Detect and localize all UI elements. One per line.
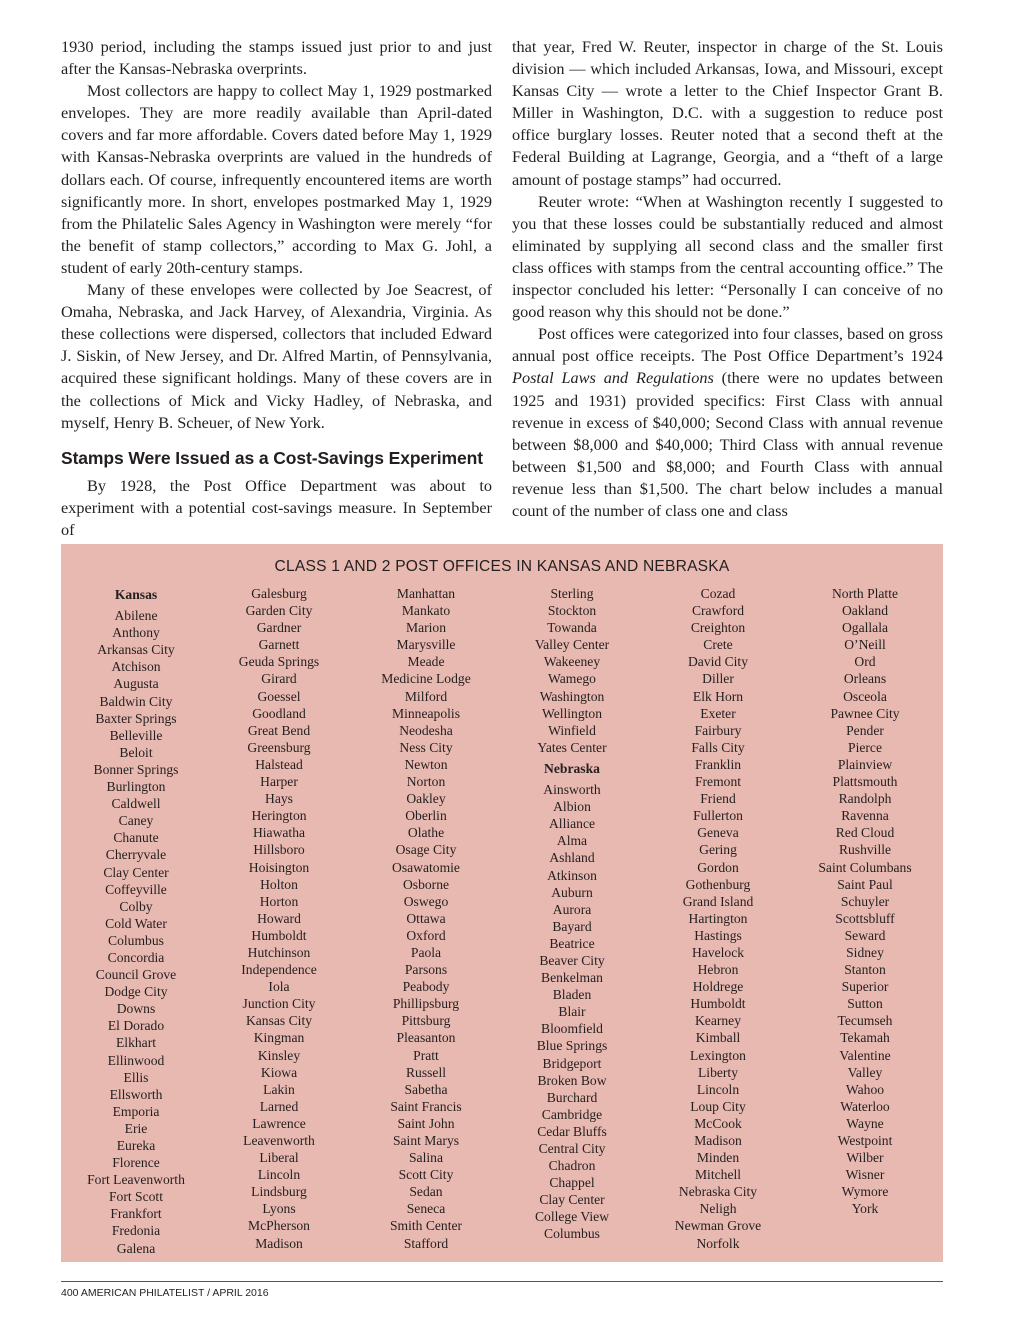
town-name: Norton bbox=[406, 774, 446, 790]
town-name: Minden bbox=[696, 1150, 740, 1166]
town-name: Saint John bbox=[397, 1115, 455, 1131]
town-name: Lawrence bbox=[252, 1115, 306, 1131]
town-name: Burchard bbox=[546, 1089, 598, 1105]
town-name: Oakland bbox=[841, 603, 889, 619]
paragraph: By 1928, the Post Office Department was about to experiment with a potential cost-savings measure. In September of bbox=[61, 475, 492, 539]
town-name: Creighton bbox=[690, 620, 746, 636]
town-name: Kimball bbox=[695, 1030, 741, 1046]
town-name: Parsons bbox=[404, 962, 448, 978]
article-right-column bbox=[512, 36, 943, 522]
town-name: Galesburg bbox=[251, 586, 307, 601]
town-name: Pierce bbox=[848, 739, 882, 755]
town-name: Erie bbox=[124, 1120, 148, 1136]
town-name: Sidney bbox=[846, 944, 884, 960]
town-name: Colby bbox=[119, 898, 153, 914]
town-name: Bridgeport bbox=[542, 1055, 602, 1071]
town-name: Elkhart bbox=[115, 1035, 156, 1051]
town-name: Howard bbox=[257, 910, 301, 926]
town-name: Ashland bbox=[549, 850, 595, 866]
town-name: Junction City bbox=[242, 996, 316, 1012]
town-name: Bonner Springs bbox=[93, 761, 179, 777]
paragraph: Most collectors are happy to collect May 1, 1929 postmarked envelopes. They are more readily available than April-dated covers and far more affordable. Covers dated before May 1, 1929 with Kansas-Nebraska overprints are valued in the hundreds of dollars each. Of course, infrequently encountered items are worth significantly more. In short, envelopes postmarked May 1, 1929 from the Philatelic Sales Agency in Washington were merely “for the benefit of stamp collectors,” according to Max G. Johl, a student of early 20th-century stamps. bbox=[61, 81, 492, 277]
town-name: Baldwin City bbox=[99, 693, 173, 709]
town-name: Wamego bbox=[548, 671, 596, 687]
footer-rule bbox=[61, 1281, 943, 1282]
town-name: Hiawatha bbox=[252, 825, 306, 841]
town-name: McPherson bbox=[248, 1218, 310, 1234]
town-name: Oswego bbox=[403, 893, 449, 909]
town-name: Larned bbox=[259, 1098, 299, 1114]
town-name: Pittsburg bbox=[401, 1013, 451, 1029]
town-name: Pawnee City bbox=[830, 705, 900, 721]
town-name: Columbus bbox=[108, 932, 164, 948]
town-name: Scottsbluff bbox=[835, 910, 895, 926]
town-name: Cherryvale bbox=[105, 847, 167, 863]
town-name: Smith Center bbox=[389, 1218, 463, 1234]
town-name: Exeter bbox=[700, 705, 736, 721]
town-name: Wakeeney bbox=[543, 654, 601, 670]
town-name: O’Neill bbox=[844, 637, 886, 653]
town-name: Saint Francis bbox=[390, 1098, 462, 1114]
town-name: Valentine bbox=[839, 1047, 891, 1063]
table-column-2 bbox=[204, 585, 354, 1252]
town-name: Orleans bbox=[843, 671, 887, 687]
town-name: Lakin bbox=[263, 1081, 295, 1097]
town-name: Alliance bbox=[548, 816, 596, 832]
town-name: Paola bbox=[410, 944, 442, 960]
town-name: Ellinwood bbox=[107, 1052, 165, 1068]
town-name: Geneva bbox=[697, 825, 739, 841]
publication-title: Postal Laws and Regulations bbox=[512, 368, 714, 388]
town-name: Loup City bbox=[690, 1098, 746, 1114]
town-name: Atchison bbox=[111, 659, 161, 675]
town-name: Cedar Bluffs bbox=[537, 1123, 607, 1139]
town-name: Marion bbox=[405, 620, 447, 636]
town-name: Columbus bbox=[544, 1226, 600, 1242]
town-name: Ogallala bbox=[841, 620, 889, 636]
town-name: Bloomfield bbox=[541, 1021, 603, 1037]
town-name: Halstead bbox=[255, 756, 303, 772]
town-name: Fairbury bbox=[694, 722, 742, 738]
town-name: Olathe bbox=[407, 825, 445, 841]
town-name: Wymore bbox=[841, 1184, 889, 1200]
town-name: Hillsboro bbox=[253, 842, 305, 858]
town-name: Sedan bbox=[409, 1184, 443, 1200]
town-name: Seward bbox=[844, 927, 886, 943]
town-name: Fredonia bbox=[111, 1223, 161, 1239]
town-name: Lexington bbox=[690, 1047, 746, 1063]
paragraph-text: Post offices were categorized into four classes, based on gross annual post office receipts. The Post Office Department’s 1924 bbox=[512, 324, 943, 366]
town-name: Frankfort bbox=[110, 1206, 162, 1222]
town-name: Falls City bbox=[691, 739, 745, 755]
town-name: Oberlin bbox=[405, 808, 447, 824]
town-name: Kiowa bbox=[260, 1064, 298, 1080]
town-name: Diller bbox=[702, 671, 734, 687]
town-name: Clay Center bbox=[539, 1192, 605, 1208]
town-name: Crawford bbox=[691, 603, 745, 619]
town-name: Kearney bbox=[694, 1013, 742, 1029]
town-name: Blair bbox=[558, 1004, 586, 1020]
town-name: Grand Island bbox=[682, 893, 754, 909]
town-name: Tekamah bbox=[840, 1030, 890, 1046]
town-name: Lindsburg bbox=[251, 1184, 307, 1200]
town-name: Plainview bbox=[837, 756, 893, 772]
town-name: Augusta bbox=[113, 676, 159, 692]
table-title: CLASS 1 AND 2 POST OFFICES IN KANSAS AND NEBRASKA bbox=[274, 558, 730, 575]
town-name: Girard bbox=[261, 671, 297, 687]
town-name: Ness City bbox=[399, 739, 453, 755]
paragraph: that year, Fred W. Reuter, inspector in charge of the St. Louis division — which included Arkansas, Iowa, and Missouri, except Kansas City — wrote a letter to the Chief Inspector Grant B. Miller in Washington, D.C. with a suggestion to reduce post office burglary losses. Reuter noted that a second theft at the Federal Building at Lagrange, Georgia, and a “theft of a large amount of postage stamps” had occurred. bbox=[512, 37, 943, 189]
town-name: Stockton bbox=[547, 603, 597, 619]
town-name: Eureka bbox=[116, 1138, 156, 1153]
town-name: Pratt bbox=[413, 1047, 439, 1063]
town-name: Dodge City bbox=[104, 984, 168, 1000]
town-name: Waterloo bbox=[840, 1098, 890, 1114]
town-name: Greensburg bbox=[247, 739, 311, 755]
town-name: Westpoint bbox=[837, 1133, 893, 1148]
town-name: Cozad bbox=[700, 586, 736, 601]
town-name: Gering bbox=[699, 842, 737, 858]
town-name: Norfolk bbox=[696, 1235, 740, 1251]
post-office-table bbox=[61, 544, 943, 1262]
town-name: Marysville bbox=[396, 637, 456, 653]
town-name: Manhattan bbox=[396, 586, 456, 601]
town-name: Plattsmouth bbox=[832, 774, 898, 790]
paragraph: 1930 period, including the stamps issued just prior to and just after the Kansas-Nebraska overprints. bbox=[61, 37, 492, 79]
town-name: Humboldt bbox=[690, 996, 746, 1012]
town-name: Osawatomie bbox=[392, 859, 460, 875]
paragraph: Many of these envelopes were collected by Joe Seacrest, of Omaha, Nebraska, and Jack Harvey, of Alexandria, Virginia. As these collections were dispersed, collectors that included Edward J. Siskin, of New Jersey, and Dr. Alfred Martin, of Pennsylvania, acquired these significant holdings. Many of these covers are in the collections of Mick and Vicky Hadley, of Nebraska, and myself, Henry B. Scheuer, of New York. bbox=[61, 280, 492, 432]
town-name: Neligh bbox=[699, 1201, 737, 1217]
town-name: David City bbox=[687, 654, 749, 670]
town-name: Tecumseh bbox=[837, 1013, 893, 1029]
town-name: Hays bbox=[265, 791, 293, 807]
town-name: Saint Marys bbox=[392, 1133, 460, 1148]
town-name: Beaver City bbox=[539, 952, 605, 968]
page-footer: 400 AMERICAN PHILATELIST / APRIL 2016 bbox=[61, 1287, 269, 1299]
town-name: Chappel bbox=[549, 1175, 595, 1191]
town-name: Anthony bbox=[112, 625, 160, 641]
town-name: Oxford bbox=[406, 927, 446, 943]
town-name: Belleville bbox=[109, 727, 163, 743]
town-name: Bayard bbox=[552, 918, 592, 934]
town-name: Liberal bbox=[259, 1150, 299, 1166]
town-name: Towanda bbox=[547, 620, 597, 636]
town-name: Hoisington bbox=[248, 859, 310, 875]
town-name: Kansas City bbox=[245, 1013, 313, 1029]
town-name: Emporia bbox=[112, 1103, 160, 1119]
town-name: Schuyler bbox=[840, 893, 890, 909]
town-name: Geuda Springs bbox=[238, 654, 320, 670]
town-name: Humboldt bbox=[251, 927, 307, 943]
town-name: Red Cloud bbox=[835, 825, 895, 841]
town-name: Alma bbox=[556, 833, 588, 849]
town-name: Newton bbox=[404, 756, 448, 772]
town-name: Scott City bbox=[398, 1167, 454, 1183]
table-column-5 bbox=[643, 585, 793, 1252]
town-name: Gothenburg bbox=[685, 876, 751, 892]
town-name: Goessel bbox=[257, 688, 301, 704]
town-name: Osage City bbox=[395, 842, 457, 858]
town-name: El Dorado bbox=[107, 1018, 165, 1034]
town-name: Yates Center bbox=[537, 739, 607, 755]
town-name: Lyons bbox=[262, 1201, 296, 1217]
town-name: Downs bbox=[116, 1001, 156, 1017]
town-name: Sterling bbox=[550, 586, 594, 601]
town-name: Phillipsburg bbox=[392, 996, 460, 1012]
town-name: Fullerton bbox=[693, 808, 743, 824]
town-name: Seneca bbox=[406, 1201, 446, 1217]
section-heading: Stamps Were Issued as a Cost-Savings Experiment bbox=[61, 447, 483, 468]
paragraph bbox=[512, 323, 943, 522]
town-name: Russell bbox=[405, 1064, 447, 1080]
town-name: Stafford bbox=[403, 1235, 449, 1251]
town-name: Concordia bbox=[107, 949, 165, 965]
town-name: Aurora bbox=[552, 901, 592, 917]
town-name: Central City bbox=[538, 1141, 606, 1156]
town-name: Horton bbox=[259, 893, 299, 909]
town-name: Atkinson bbox=[547, 867, 597, 883]
town-name: Chadron bbox=[548, 1158, 596, 1174]
town-name: Caney bbox=[118, 813, 154, 829]
town-name: Blue Springs bbox=[536, 1038, 608, 1054]
town-name: Madison bbox=[255, 1235, 303, 1251]
paragraph-text: (there were no updates between 1925 and 1931) provided specifics: First Class with annual revenue in excess of $40,000; Second Class with annual revenue between $8,000 and $40,000; Third Class with annual revenue between $1,500 and $8,000; and Fourth Class with annual revenue less than $1,500. The chart below includes a manual count of the number of class one and class bbox=[512, 368, 943, 520]
town-name: Elk Horn bbox=[692, 688, 744, 704]
paragraph: Reuter wrote: “When at Washington recently I suggested to you that these losses could be substantially reduced and almost eliminated by supplying all second class and the smaller first class offices with stamps from the central accounting office.” The inspector concluded his letter: “Personally I can conceive of no good reason why this should not be done.” bbox=[512, 191, 943, 322]
town-name: Baxter Springs bbox=[95, 710, 177, 726]
town-name: Pender bbox=[846, 722, 884, 738]
town-name: Saint Paul bbox=[837, 876, 893, 892]
town-name: Ainsworth bbox=[543, 782, 601, 798]
town-name: Osceola bbox=[843, 688, 887, 704]
town-name: Franklin bbox=[694, 756, 742, 772]
town-name: Medicine Lodge bbox=[381, 671, 471, 687]
town-name: Independence bbox=[241, 962, 317, 978]
town-name: Sabetha bbox=[404, 1081, 448, 1097]
town-name: Hastings bbox=[694, 927, 742, 943]
town-name: Fort Scott bbox=[108, 1189, 163, 1205]
town-name: Garden City bbox=[245, 603, 313, 619]
town-name: Wayne bbox=[846, 1115, 884, 1131]
town-name: Ottawa bbox=[406, 910, 446, 926]
town-name: Liberty bbox=[697, 1064, 738, 1080]
town-name: Newman Grove bbox=[674, 1218, 762, 1234]
town-name: Crete bbox=[703, 637, 733, 653]
town-name: Coffeyville bbox=[105, 881, 167, 897]
town-name: Lincoln bbox=[257, 1167, 301, 1183]
town-name: Garnett bbox=[258, 637, 300, 653]
town-name: Gardner bbox=[256, 620, 302, 636]
town-name: Milford bbox=[404, 688, 448, 704]
town-name: Kingman bbox=[253, 1030, 305, 1046]
town-name: Pleasanton bbox=[396, 1030, 456, 1046]
town-name: Galena bbox=[116, 1240, 156, 1256]
table-column-3 bbox=[351, 585, 501, 1252]
town-name: Saint Columbans bbox=[818, 859, 912, 875]
town-name: Beatrice bbox=[549, 935, 595, 951]
town-name: Friend bbox=[700, 791, 736, 807]
town-name: North Platte bbox=[831, 586, 899, 601]
town-name: Peabody bbox=[402, 979, 450, 995]
town-name: Randolph bbox=[838, 791, 892, 807]
town-name: Hartington bbox=[688, 910, 748, 926]
town-name: Wellington bbox=[541, 705, 603, 721]
town-name: Kinsley bbox=[257, 1047, 301, 1063]
town-name: Havelock bbox=[691, 944, 745, 960]
town-name: Benkelman bbox=[541, 970, 603, 986]
town-name: Cold Water bbox=[105, 915, 167, 931]
town-name: Sutton bbox=[847, 996, 883, 1012]
town-name: Mankato bbox=[401, 603, 451, 619]
town-name: Lincoln bbox=[696, 1081, 740, 1097]
town-name: Wilber bbox=[846, 1150, 884, 1166]
table-column-6 bbox=[790, 585, 940, 1217]
town-name: Minneapolis bbox=[392, 705, 460, 721]
town-name: Holdrege bbox=[692, 979, 744, 995]
state-header-kansas: Kansas bbox=[114, 587, 158, 602]
town-name: Broken Bow bbox=[537, 1072, 607, 1088]
town-name: Valley Center bbox=[534, 637, 610, 653]
town-name: Iola bbox=[268, 979, 290, 995]
town-name: Wisner bbox=[845, 1167, 885, 1183]
table-column-4 bbox=[497, 585, 647, 1243]
town-name: Neodesha bbox=[399, 722, 453, 738]
town-name: Bladen bbox=[552, 987, 592, 1003]
town-name: Gordon bbox=[697, 859, 739, 875]
town-name: Ord bbox=[854, 654, 876, 670]
town-name: Auburn bbox=[551, 884, 593, 900]
town-name: Ravenna bbox=[841, 808, 889, 824]
town-name: Superior bbox=[841, 979, 889, 995]
town-name: College View bbox=[534, 1209, 610, 1225]
town-name: Rushville bbox=[838, 842, 892, 858]
town-name: Fort Leavenworth bbox=[87, 1172, 185, 1188]
table-column-1 bbox=[61, 586, 211, 1257]
town-name: Clay Center bbox=[103, 864, 169, 880]
town-name: Abilene bbox=[114, 608, 158, 624]
town-name: York bbox=[851, 1201, 879, 1217]
town-name: Winfield bbox=[548, 722, 596, 738]
town-name: Beloit bbox=[119, 744, 153, 760]
article-left-column bbox=[61, 36, 492, 541]
town-name: Washington bbox=[539, 688, 605, 704]
town-name: Leavenworth bbox=[243, 1133, 315, 1148]
town-name: Caldwell bbox=[111, 796, 161, 812]
town-name: Osborne bbox=[402, 876, 450, 892]
town-name: Ellsworth bbox=[109, 1086, 163, 1102]
town-name: Harper bbox=[260, 774, 298, 790]
town-name: Valley bbox=[847, 1064, 883, 1080]
town-name: Oakley bbox=[406, 791, 446, 807]
town-name: Hebron bbox=[697, 962, 739, 978]
town-name: Holton bbox=[260, 876, 298, 892]
town-name: Herington bbox=[251, 808, 307, 824]
town-name: Florence bbox=[112, 1155, 160, 1171]
town-name: Ellis bbox=[123, 1069, 149, 1085]
town-name: Great Bend bbox=[247, 722, 311, 738]
town-name: Council Grove bbox=[95, 967, 177, 983]
town-name: Nebraska City bbox=[678, 1184, 758, 1200]
town-name: Mitchell bbox=[694, 1167, 742, 1183]
town-name: McCook bbox=[694, 1115, 742, 1131]
town-name: Wahoo bbox=[845, 1081, 885, 1097]
state-header-nebraska: Nebraska bbox=[544, 760, 600, 776]
town-name: Albion bbox=[553, 799, 591, 815]
town-name: Chanute bbox=[113, 830, 159, 846]
town-name: Cambridge bbox=[541, 1106, 603, 1122]
town-name: Fremont bbox=[694, 774, 742, 790]
town-name: Goodland bbox=[252, 705, 306, 721]
town-name: Arkansas City bbox=[97, 642, 175, 658]
town-name: Stanton bbox=[844, 962, 886, 978]
town-name: Burlington bbox=[106, 779, 166, 795]
town-name: Hutchinson bbox=[247, 944, 311, 960]
town-name: Meade bbox=[407, 654, 445, 670]
town-name: Salina bbox=[409, 1150, 443, 1166]
town-name: Madison bbox=[694, 1133, 742, 1148]
